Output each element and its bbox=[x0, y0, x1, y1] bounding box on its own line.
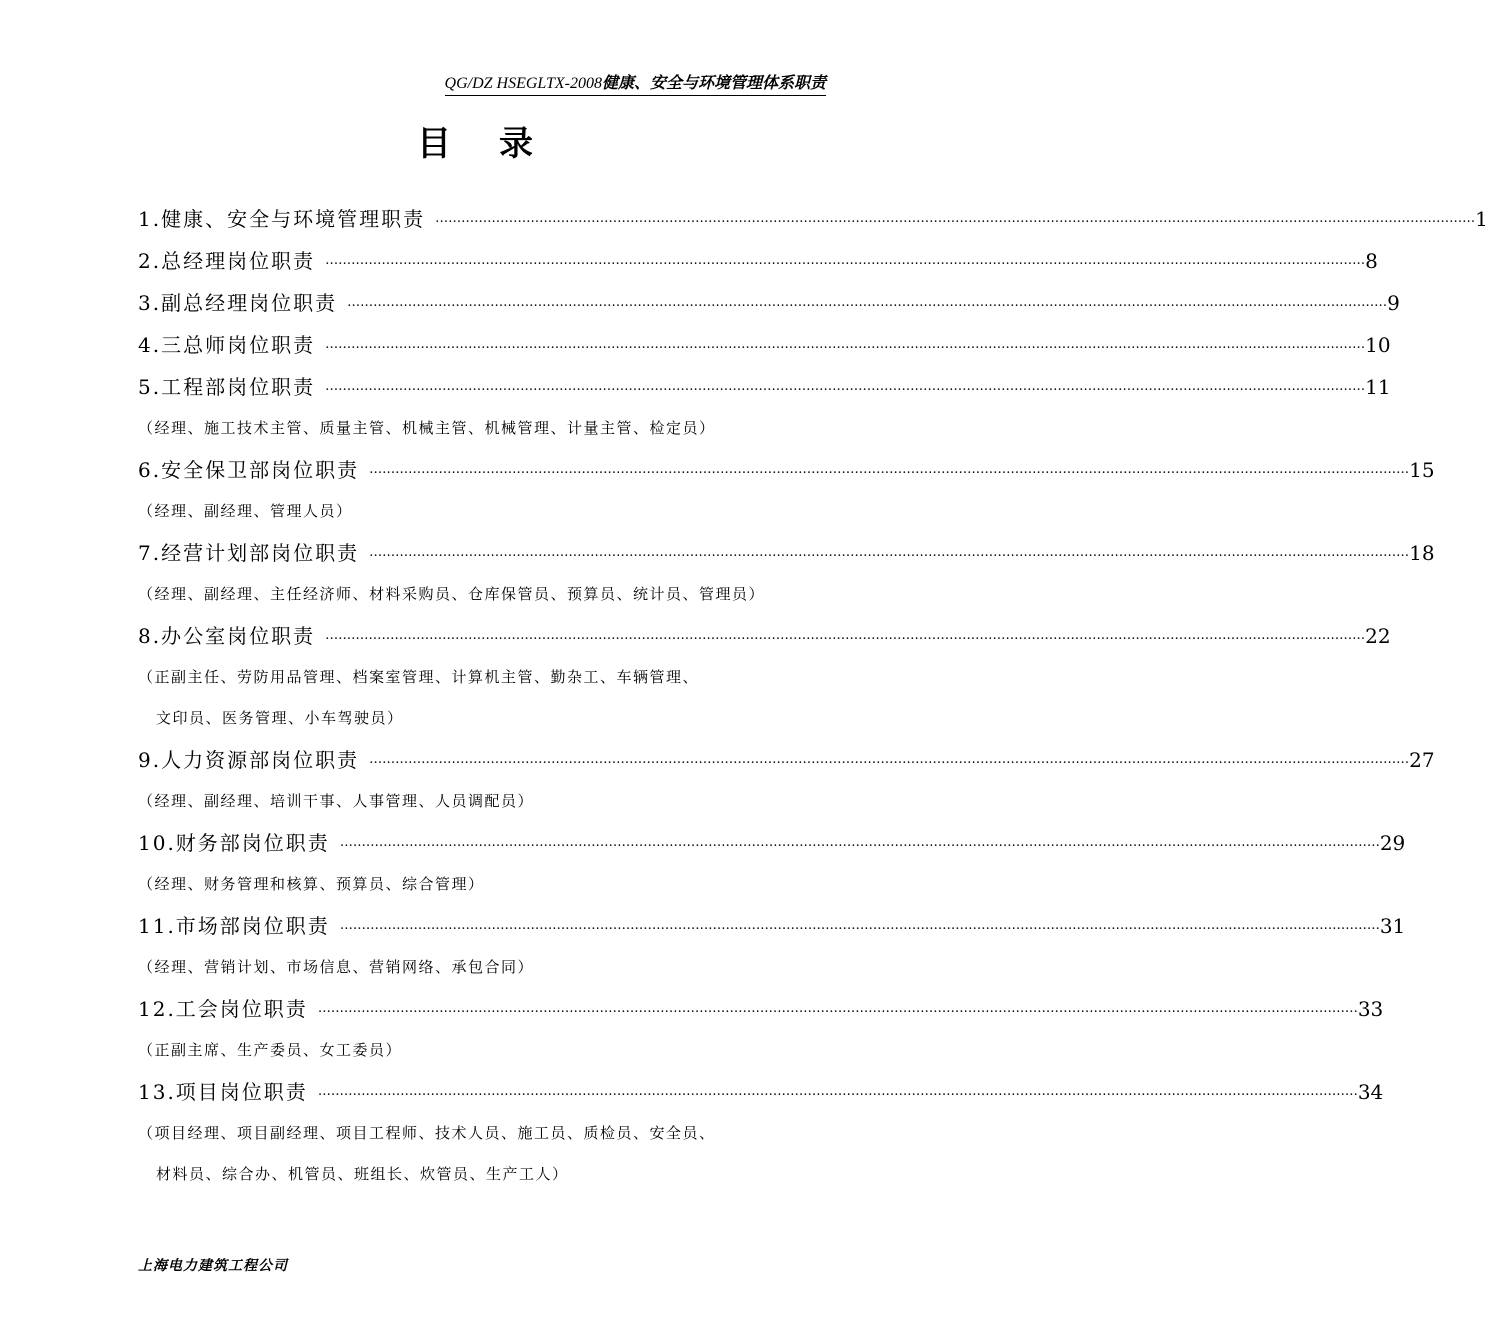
toc-entry[interactable] bbox=[138, 988, 1384, 1030]
toc-entry-positions: （正副主任、劳防用品管理、档案室管理、计算机主管、勤杂工、车辆管理、 bbox=[138, 668, 700, 686]
toc-page-number: 33 bbox=[1357, 997, 1384, 1021]
toc-page-number: 10 bbox=[1365, 333, 1391, 357]
toc-entry[interactable] bbox=[138, 198, 1488, 240]
toc-entry-label: 1.健康、安全与环境管理职责 bbox=[138, 207, 426, 231]
toc-entry-label: 12.工会岗位职责 bbox=[138, 997, 308, 1021]
toc-entry-label: 2.总经理岗位职责 bbox=[138, 249, 316, 273]
toc-entry[interactable] bbox=[138, 324, 1391, 366]
toc-page-number: 22 bbox=[1365, 624, 1391, 648]
toc-leader-dots: …………………………………………………………………………………………………………………………………………………………………………………………………………………… bbox=[325, 379, 1366, 394]
toc-entry-label: 6.安全保卫部岗位职责 bbox=[138, 458, 360, 482]
toc-page-number: 15 bbox=[1409, 458, 1435, 482]
toc-entry[interactable] bbox=[138, 282, 1400, 324]
toc-entry-positions: （经理、副经理、主任经济师、材料采购员、仓库保管员、预算员、统计员、管理员） bbox=[138, 585, 766, 603]
toc-page-number: 1 bbox=[1475, 207, 1488, 231]
toc-entry-label: 7.经营计划部岗位职责 bbox=[138, 541, 360, 565]
page-title: 目录 bbox=[417, 124, 581, 164]
toc-entry-label: 13.项目岗位职责 bbox=[138, 1080, 308, 1104]
toc-entry[interactable] bbox=[138, 532, 1435, 574]
toc-leader-dots: …………………………………………………………………………………………………………………………………………………………………………………………………………………… bbox=[325, 253, 1366, 268]
toc-entry-positions: （经理、副经理、培训干事、人事管理、人员调配员） bbox=[138, 792, 535, 810]
toc-leader-dots: …………………………………………………………………………………………………………………………………………………………………………………………………………………… bbox=[317, 1084, 1358, 1099]
toc-entry[interactable] bbox=[138, 240, 1378, 282]
document-code: QG/DZ HSEGLTX-2008 bbox=[444, 75, 602, 92]
toc-leader-dots: …………………………………………………………………………………………………………………………………………………………………………………………………………………… bbox=[339, 918, 1380, 933]
toc-leader-dots: …………………………………………………………………………………………………………………………………………………………………………………………………………………… bbox=[369, 545, 1410, 560]
toc-entry[interactable] bbox=[138, 449, 1435, 491]
toc-page-number: 11 bbox=[1365, 375, 1391, 399]
toc-leader-dots: …………………………………………………………………………………………………………………………………………………………………………………………………………………… bbox=[339, 835, 1380, 850]
toc-entry-label: 9.人力资源部岗位职责 bbox=[138, 748, 360, 772]
toc-entry-label: 8.办公室岗位职责 bbox=[138, 624, 316, 648]
toc-page-number: 27 bbox=[1409, 748, 1435, 772]
toc-entry[interactable] bbox=[138, 822, 1406, 864]
toc-entry-label: 11.市场部岗位职责 bbox=[138, 914, 330, 938]
toc-entry-positions: 材料员、综合办、机管员、班组长、炊管员、生产工人） bbox=[156, 1165, 569, 1183]
toc-page-number: 18 bbox=[1409, 541, 1435, 565]
toc-page-number: 9 bbox=[1387, 291, 1400, 315]
toc-leader-dots: …………………………………………………………………………………………………………………………………………………………………………………………………………………… bbox=[325, 337, 1366, 352]
toc-entry-label: 3.副总经理岗位职责 bbox=[138, 291, 338, 315]
toc-entry-positions: （正副主席、生产委员、女工委员） bbox=[138, 1041, 403, 1059]
toc-entry[interactable] bbox=[138, 739, 1435, 781]
toc-entry[interactable] bbox=[138, 366, 1391, 408]
toc-entry[interactable] bbox=[138, 905, 1406, 947]
toc-leader-dots: …………………………………………………………………………………………………………………………………………………………………………………………………………………… bbox=[347, 295, 1388, 310]
toc-page-number: 31 bbox=[1379, 914, 1406, 938]
toc-page-number: 8 bbox=[1365, 249, 1378, 273]
toc-entry-label: 4.三总师岗位职责 bbox=[138, 333, 316, 357]
toc-entry-positions: 文印员、医务管理、小车驾驶员） bbox=[156, 709, 404, 727]
toc-leader-dots: …………………………………………………………………………………………………………………………………………………………………………………………………………………… bbox=[435, 211, 1476, 226]
document-name: 健康、安全与环境管理体系职责 bbox=[601, 73, 826, 92]
toc-entry-label: 10.财务部岗位职责 bbox=[138, 831, 330, 855]
toc-entry-positions: （经理、营销计划、市场信息、营销网络、承包合同） bbox=[138, 958, 535, 976]
toc-leader-dots: …………………………………………………………………………………………………………………………………………………………………………………………………………………… bbox=[369, 752, 1410, 767]
toc-entry-label: 5.工程部岗位职责 bbox=[138, 375, 316, 399]
running-header bbox=[445, 70, 826, 96]
toc-entry-positions: （经理、施工技术主管、质量主管、机械主管、机械管理、计量主管、检定员） bbox=[138, 419, 716, 437]
toc-leader-dots: …………………………………………………………………………………………………………………………………………………………………………………………………………………… bbox=[369, 462, 1410, 477]
toc-entry[interactable] bbox=[138, 1071, 1384, 1113]
toc-entry-positions: （经理、副经理、管理人员） bbox=[138, 502, 353, 520]
toc-page-number: 34 bbox=[1357, 1080, 1384, 1104]
toc-leader-dots: …………………………………………………………………………………………………………………………………………………………………………………………………………………… bbox=[325, 628, 1366, 643]
company-footer: 上海电力建筑工程公司 bbox=[138, 1258, 288, 1274]
toc-leader-dots: …………………………………………………………………………………………………………………………………………………………………………………………………………………… bbox=[317, 1001, 1358, 1016]
toc-entry-positions: （项目经理、项目副经理、项目工程师、技术人员、施工员、质检员、安全员、 bbox=[138, 1124, 716, 1142]
toc-page-number: 29 bbox=[1379, 831, 1406, 855]
table-of-contents bbox=[138, 198, 1488, 1195]
toc-entry[interactable] bbox=[138, 615, 1391, 657]
toc-entry-positions: （经理、财务管理和核算、预算员、综合管理） bbox=[138, 875, 485, 893]
